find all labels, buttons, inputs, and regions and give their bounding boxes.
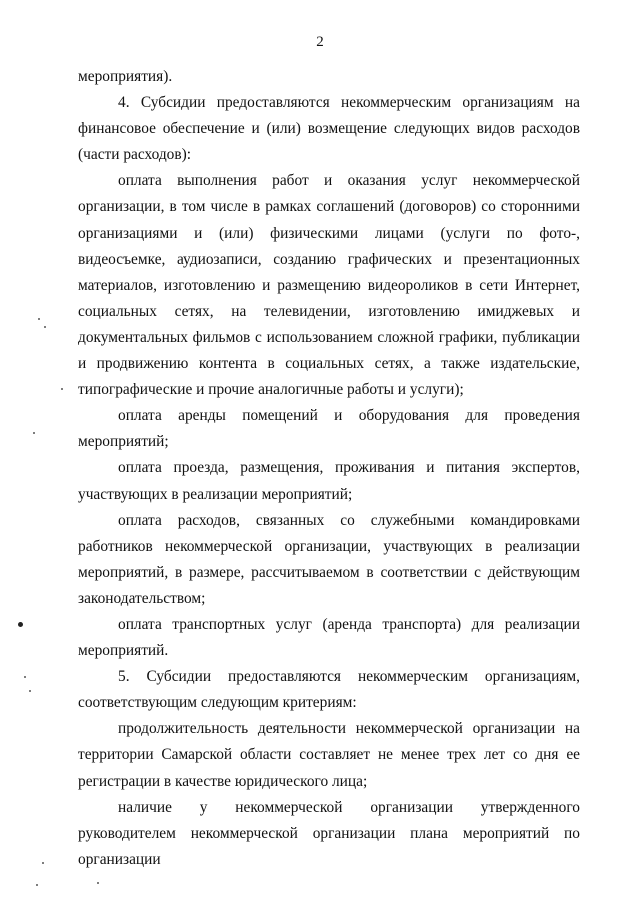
scan-speck [18, 622, 23, 627]
paragraph-business-trips: оплата расходов, связанных со служебными командировками работников некоммерческой организации, участвующих в реализации мероприятий, в размере, рассчитываемом в соответствии с действующим законодательством; [78, 511, 580, 607]
paragraph-item-4: 4. Субсидии предоставляются некоммерческим организациям на финансовое обеспечение и (или) возмещение следующих видов расходов (части расходов): [78, 94, 580, 164]
scan-speck [38, 318, 40, 320]
scan-speck [29, 690, 31, 692]
scan-speck [24, 676, 26, 678]
paragraph-experts-payment: оплата проезда, размещения, проживания и питания экспертов, участвующих в реализации мероприятий; [78, 459, 580, 503]
scan-speck [33, 432, 35, 434]
document-body [78, 64, 580, 873]
scan-speck [36, 884, 38, 886]
scan-speck [97, 882, 99, 884]
paragraph-transport-services: оплата транспортных услуг (аренда транспорта) для реализации мероприятий. [78, 615, 580, 660]
paragraph-continuation: мероприятия). [78, 68, 173, 85]
scan-speck [44, 326, 46, 328]
paragraph-criterion-duration: продолжительность деятельности некоммерческой организации на территории Самарской области составляет не менее трех лет со дня ее регистрации в качестве юридического лица; [78, 720, 580, 790]
paragraph-item-5: 5. Субсидии предоставляются некоммерческим организациям, соответствующим следующим критериям: [78, 668, 580, 712]
paragraph-rent-payment: оплата аренды помещений и оборудования для проведения мероприятий; [78, 407, 580, 451]
scan-speck [42, 862, 44, 864]
page-number: 2 [316, 34, 324, 50]
paragraph-criterion-plan: наличие у некоммерческой организации утвержденного руководителем некоммерческой организации плана мероприятий по организации [78, 798, 580, 868]
paragraph-services-payment: оплата выполнения работ и оказания услуг некоммерческой организации, в том числе в рамках соглашений (договоров) со сторонними организациями и (или) физическими лицами (услуги по фото-, видеосъемке, аудиозаписи, созданию графических и презентационных материалов, изготовлению и размещению видеороликов в сети Интернет, социальных сетях, на телевидении, изготовлению имиджевых и документальных фильмов с использованием сложной графики, публикации и продвижению контента в социальных сетях, а также издательские, типографические и прочие аналогичные работы и услуги); [78, 172, 580, 399]
scan-speck [61, 388, 63, 390]
